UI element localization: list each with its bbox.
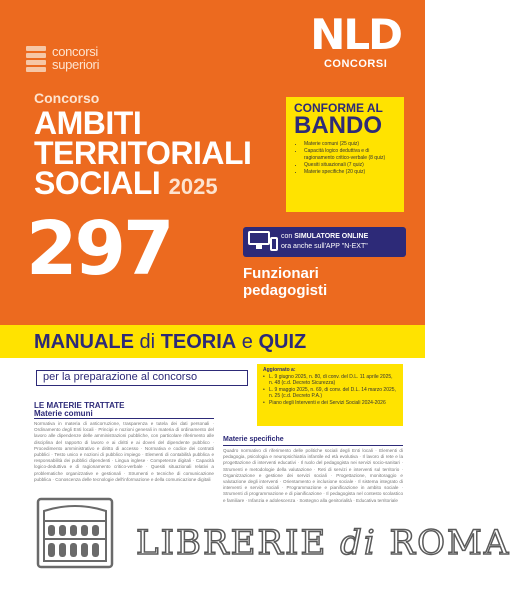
pretitle: Concorso — [34, 90, 100, 106]
banner-word-di: di — [134, 331, 161, 353]
watermark-word-roma: ROMA — [376, 523, 510, 563]
nld-concorsi-logo — [310, 10, 401, 70]
aggiornato-box — [257, 364, 403, 426]
title-line-1: AMBITI — [34, 105, 142, 141]
materie-title: LE MATERIE TRATTATE — [34, 401, 125, 410]
divider — [34, 418, 214, 419]
colosseum-icon — [36, 497, 114, 569]
manuale-title — [34, 331, 306, 353]
materie-specifiche-label: Materie specifiche — [223, 436, 284, 443]
role-line-1: Funzionari — [243, 265, 319, 282]
banner-word-manuale: MANUALE — [34, 331, 134, 353]
materie-specifiche-text: Quadro normativo di riferimento delle politiche sociali degli Enti locali · Elementi di pedagogia, psicologia e neuropsichiatria infantile ed età evolutiva · Il lavoro di rete e la progettazione di interventi educativi · Il ruolo del pedagogista nei servizi socio-sanitari · Strumenti e metodologie della valutazione · Reti di servizi e interventi sul territorio · Organizzazione e gestione dei servizi sociali · Progettazione, monitoraggio e valutazione degli interventi · Orientamento e inclusione sociale · Il sistema integrato di interventi e servizi sociali · Programmazione e pianificazione in ambito sociale · Strumenti di programmazione e di pianificazione · Il pedagogista nel contesto scolastico e familiare · Infanzia e adolescenza · Sostegno alla genitorialità · Educativa territoriale — [223, 448, 403, 503]
title-line-3-text: SOCIALI — [34, 165, 161, 201]
banner-word-quiz: QUIZ — [258, 331, 307, 353]
role-line-2: pedagogisti — [243, 282, 328, 299]
materie-comuni-label: Materie comuni — [34, 409, 93, 418]
simulatore-bold: SIMULATORE ONLINE — [294, 233, 369, 240]
watermark-word-librerie: LIBRERIE — [136, 523, 341, 563]
aggiornato-item: • L. 9 maggio 2025, n. 69, di conv. del D.L. 14 marzo 2025, n. 25 (c.d. Decreto P.A.) — [263, 387, 397, 400]
aggiornato-heading: Aggiornato a: — [263, 367, 296, 373]
librerie-di-roma-watermark — [36, 497, 510, 569]
title-year: 2025 — [168, 174, 218, 199]
divider — [223, 445, 403, 446]
conforme-item: • Materie comuni (25 quiz) — [304, 141, 398, 148]
conforme-line1: CONFORME AL — [294, 101, 383, 115]
devices-icon — [248, 231, 278, 253]
conforme-item: • Capacità logico deduttiva e di ragionamento critico-verbale (8 quiz) — [304, 148, 398, 162]
nld-logo-text: CONCORSI — [323, 58, 388, 70]
book-stack-icon — [26, 46, 46, 72]
subtitle-box: per la preparazione al concorso — [36, 370, 248, 386]
nld-logo-mark: NLD — [310, 10, 401, 59]
materie-comuni-text: Normativa in materia di anticorruzione, trasparenza e tutela dei dati personali · Ordinamento degli Enti locali · Principi e nozioni generali in materia di ordinamento del lavoro alle dipendenze delle amministrazioni pubbliche, con particolare riferimento alle disciplina del rapporto di lavoro e ai diritti e ai doveri del dipendente pubblico · Procedimento amministrativo e diritto di accesso · Normativa e codice dei contratti pubblici · Testo unico e nozioni di pubblico impiego · Elementi di contabilità pubblica e responsabilità dei pubblici dipendenti · Lingua inglese · Competenze digitali · Capacità logico-deduttiva e di ragionamento critico-verbale · Quesiti situazionali relativi a problematiche organizzative e gestionali · Strumenti e tecniche di comunicazione pubblica · Conoscenza delle tecnologie dell'informazione e della comunicazione digitali — [34, 421, 214, 482]
left-logo-line1: concorsi — [52, 44, 99, 59]
left-logo-line2: superiori — [52, 57, 100, 72]
conforme-item: • Materie specifiche (20 quiz) — [304, 169, 398, 176]
watermark-text — [136, 525, 510, 561]
title-line-3 — [34, 165, 251, 202]
banner-word-teoria: TEORIA — [160, 331, 237, 353]
aggiornato-item: • Piano degli Interventi e dei Servizi Sociali 2024-2026 — [263, 400, 397, 407]
conforme-line2: BANDO — [294, 112, 382, 139]
title-line-2: TERRITORIALI — [34, 135, 252, 171]
concorsi-superiori-logo — [26, 44, 130, 74]
cover-title — [34, 105, 252, 202]
simulatore-app-line: ora anche sull'APP "N-EXT" — [281, 243, 368, 250]
conforme-item: • Quesiti situazionali (7 quiz) — [304, 162, 398, 169]
watermark-word-di: di — [340, 523, 377, 563]
banner-word-e: e — [236, 331, 259, 353]
conforme-list — [304, 141, 398, 176]
conforme-al-bando-box — [286, 97, 404, 212]
simulatore-text — [281, 232, 368, 252]
simulatore-prefix: con — [281, 233, 295, 240]
aggiornato-item: • L. 9 giugno 2025, n. 80, di conv. del D.L. 11 aprile 2025, n. 48 (c.d. Decreto Sicurezza) — [263, 374, 397, 387]
positions-number: 297 — [26, 206, 172, 292]
simulatore-online-badge — [243, 227, 406, 257]
role-title — [243, 265, 327, 299]
